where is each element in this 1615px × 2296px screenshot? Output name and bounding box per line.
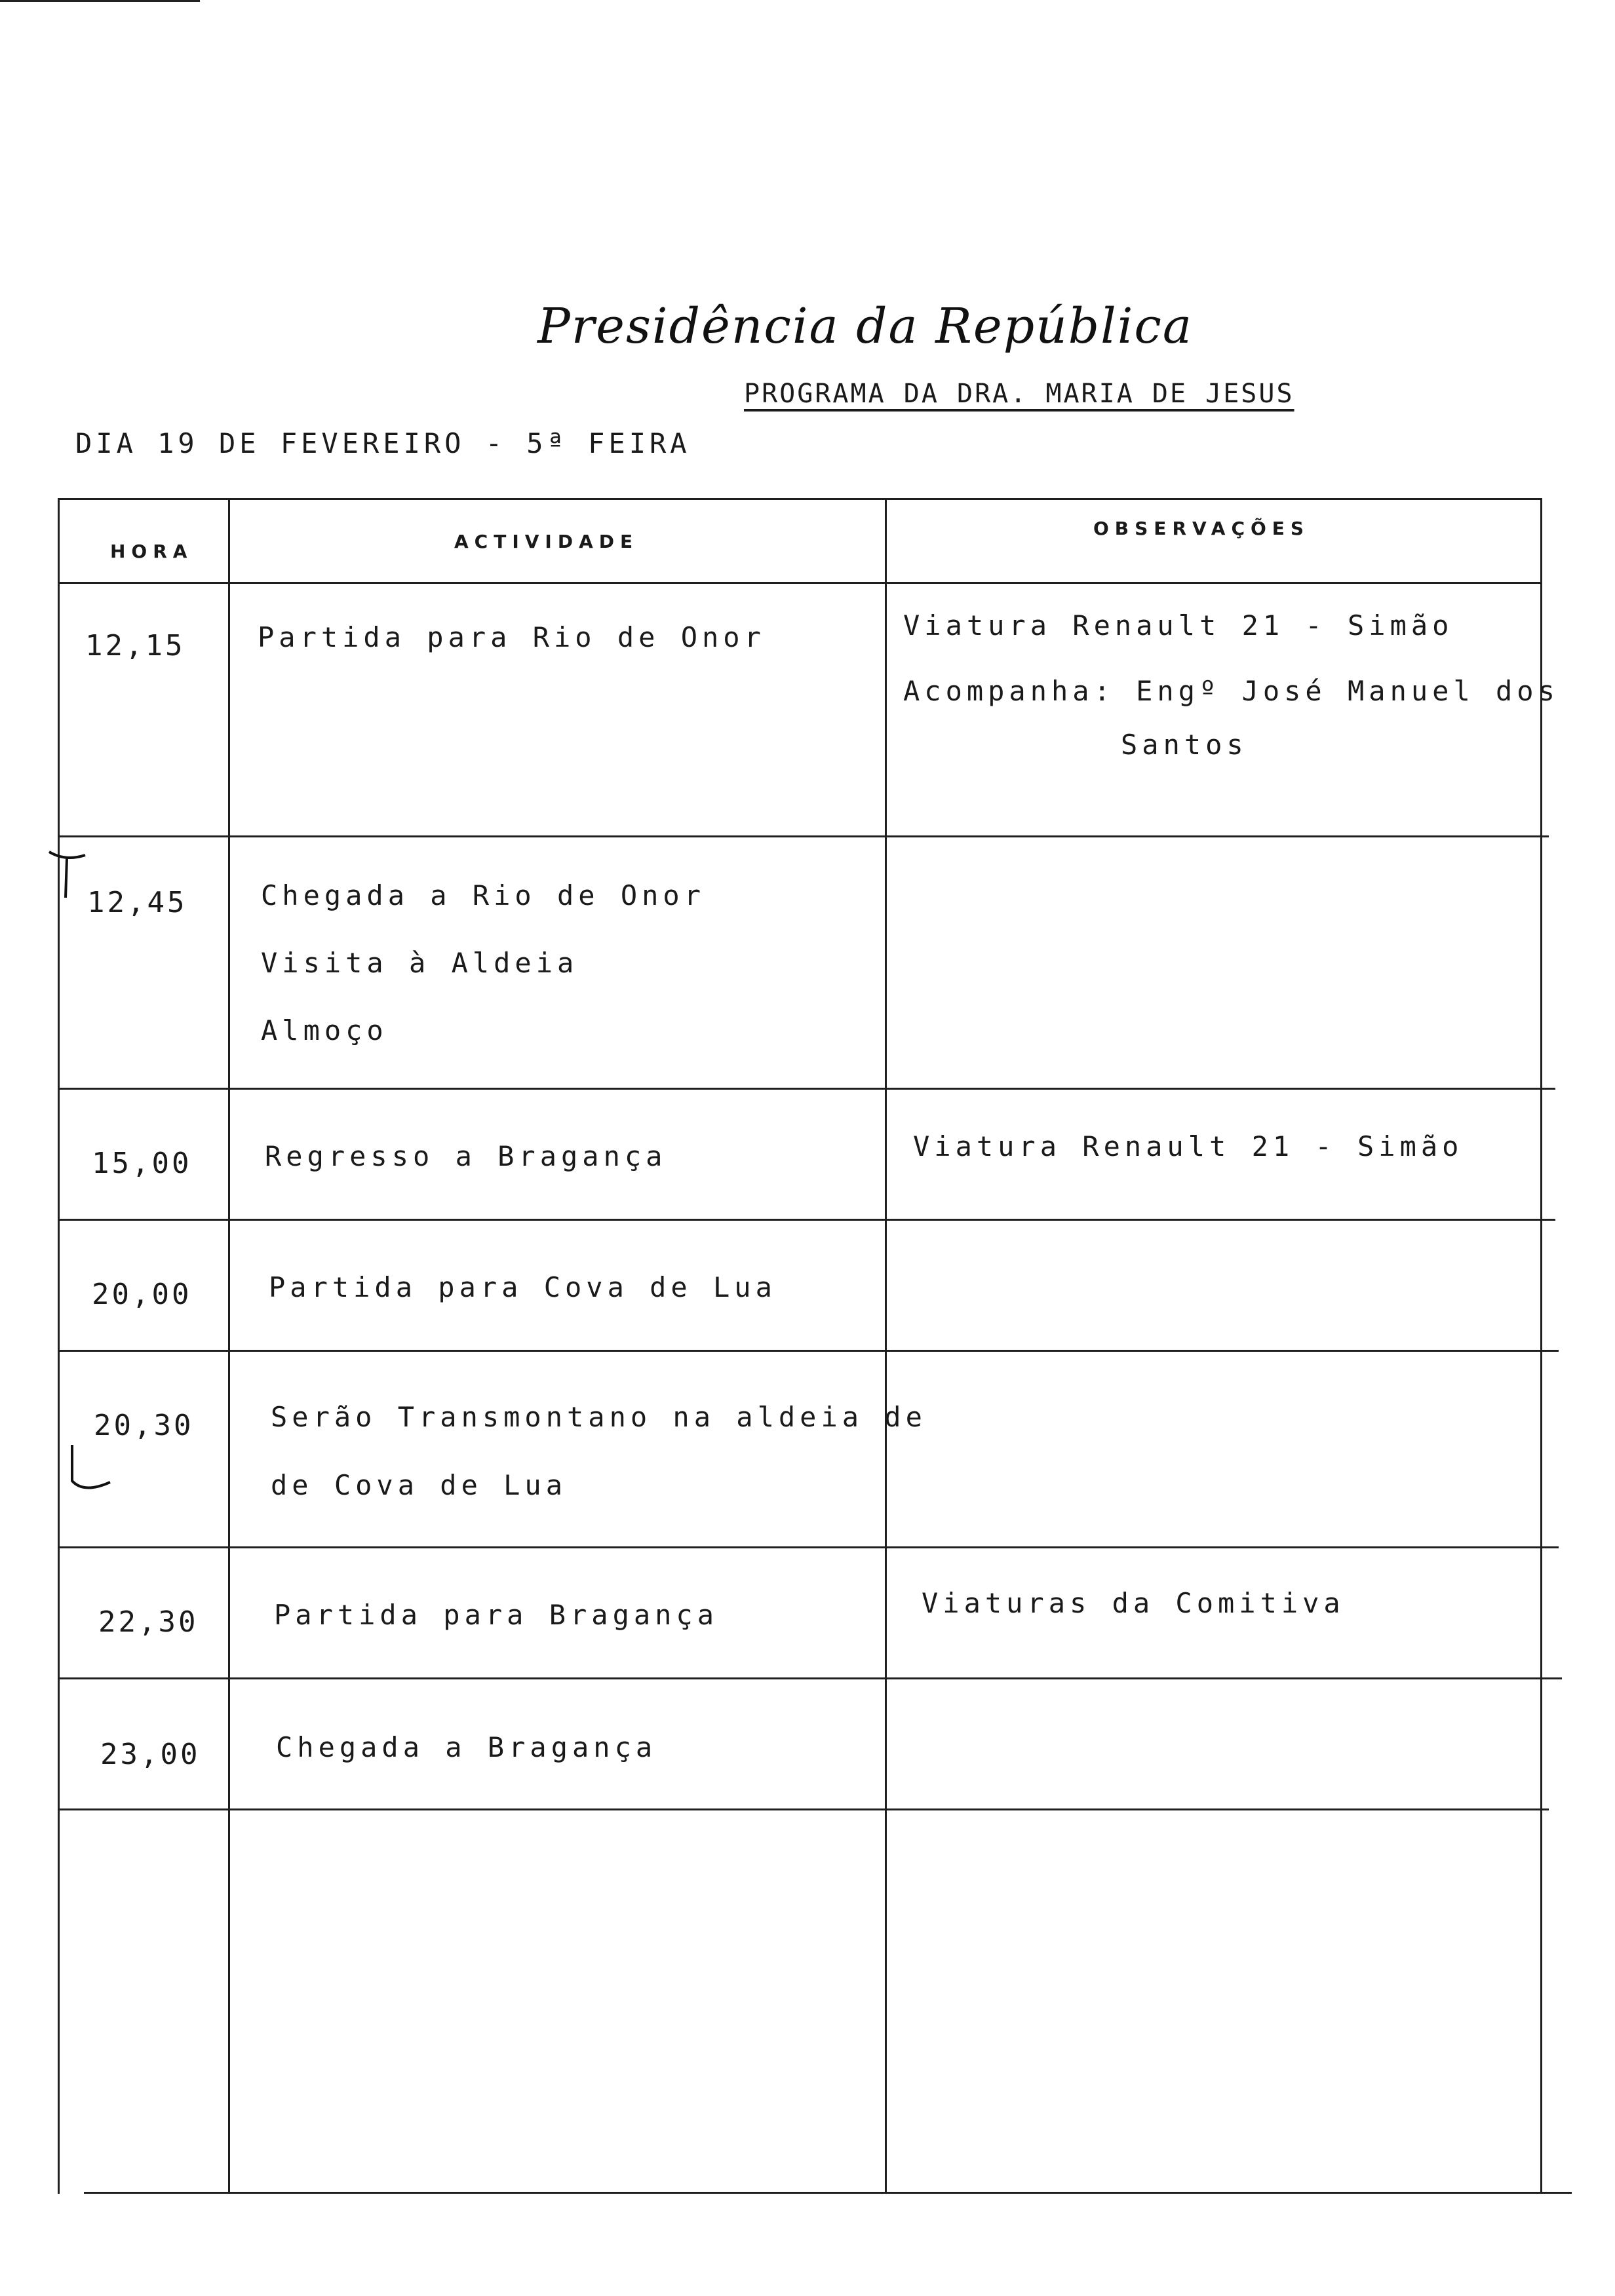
row-hour: 15,00: [92, 1147, 192, 1180]
header-observacoes: OBSERVAÇÕES: [1093, 518, 1310, 539]
row-observation: Viatura Renault 21 - Simão: [913, 1130, 1464, 1162]
row-hour: 20,30: [94, 1409, 194, 1442]
schedule-table: [58, 498, 1559, 2202]
row-hour: 12,15: [85, 629, 185, 662]
handwritten-bracket-mark: [46, 845, 105, 904]
right-border: [1540, 498, 1542, 2194]
row-observation: Santos: [1121, 729, 1248, 761]
row-rule-1: [58, 835, 1549, 837]
row-rule-6: [58, 1677, 1562, 1679]
column-divider-1: [228, 498, 230, 2194]
row-observation: Acompanha: Engº José Manuel dos: [903, 675, 1559, 707]
table-bottom-rule: [84, 2192, 1572, 2194]
row-activity: Partida para Bragança: [274, 1599, 719, 1631]
column-divider-2: [885, 498, 887, 2194]
table-top-rule: [58, 498, 1542, 500]
header-bottom-rule: [58, 582, 1542, 584]
row-observation: Viatura Renault 21 - Simão: [903, 609, 1454, 641]
row-activity: Partida para Rio de Onor: [258, 621, 766, 653]
row-hour: 23,00: [100, 1738, 201, 1771]
row-rule-3: [58, 1219, 1555, 1221]
letterhead-signature-script: Presidência da República: [537, 298, 1193, 354]
row-hour: 22,30: [98, 1605, 199, 1639]
row-rule-4: [58, 1350, 1559, 1352]
row-activity: Chegada a Bragança: [276, 1731, 657, 1763]
row-activity: de Cova de Lua: [271, 1469, 568, 1501]
header-hora: HORA: [110, 541, 193, 562]
left-border: [58, 498, 60, 2194]
row-rule-2: [58, 1088, 1555, 1090]
row-rule-5: [58, 1546, 1559, 1548]
program-title: PROGRAMA DA DRA. MARIA DE JESUS: [744, 379, 1294, 409]
row-activity: Visita à Aldeia: [261, 947, 579, 979]
row-activity: Serão Transmontano na aldeia de: [271, 1401, 927, 1433]
row-activity: Almoço: [261, 1014, 388, 1046]
row-activity: Partida para Cova de Lua: [269, 1271, 777, 1303]
row-observation: Viaturas da Comitiva: [922, 1587, 1345, 1619]
row-hour: 12,45: [87, 886, 187, 919]
row-activity: Regresso a Bragança: [265, 1140, 667, 1172]
row-activity: Chegada a Rio de Onor: [261, 879, 706, 911]
header-actividade: ACTIVIDADE: [454, 531, 639, 552]
row-hour: 20,00: [92, 1278, 192, 1311]
day-line: DIA 19 DE FEVEREIRO - 5ª FEIRA: [75, 427, 691, 459]
scan-corner-mark: [0, 0, 200, 2]
row-rule-7: [58, 1808, 1549, 1810]
handwritten-bracket-mark: [64, 1442, 123, 1501]
